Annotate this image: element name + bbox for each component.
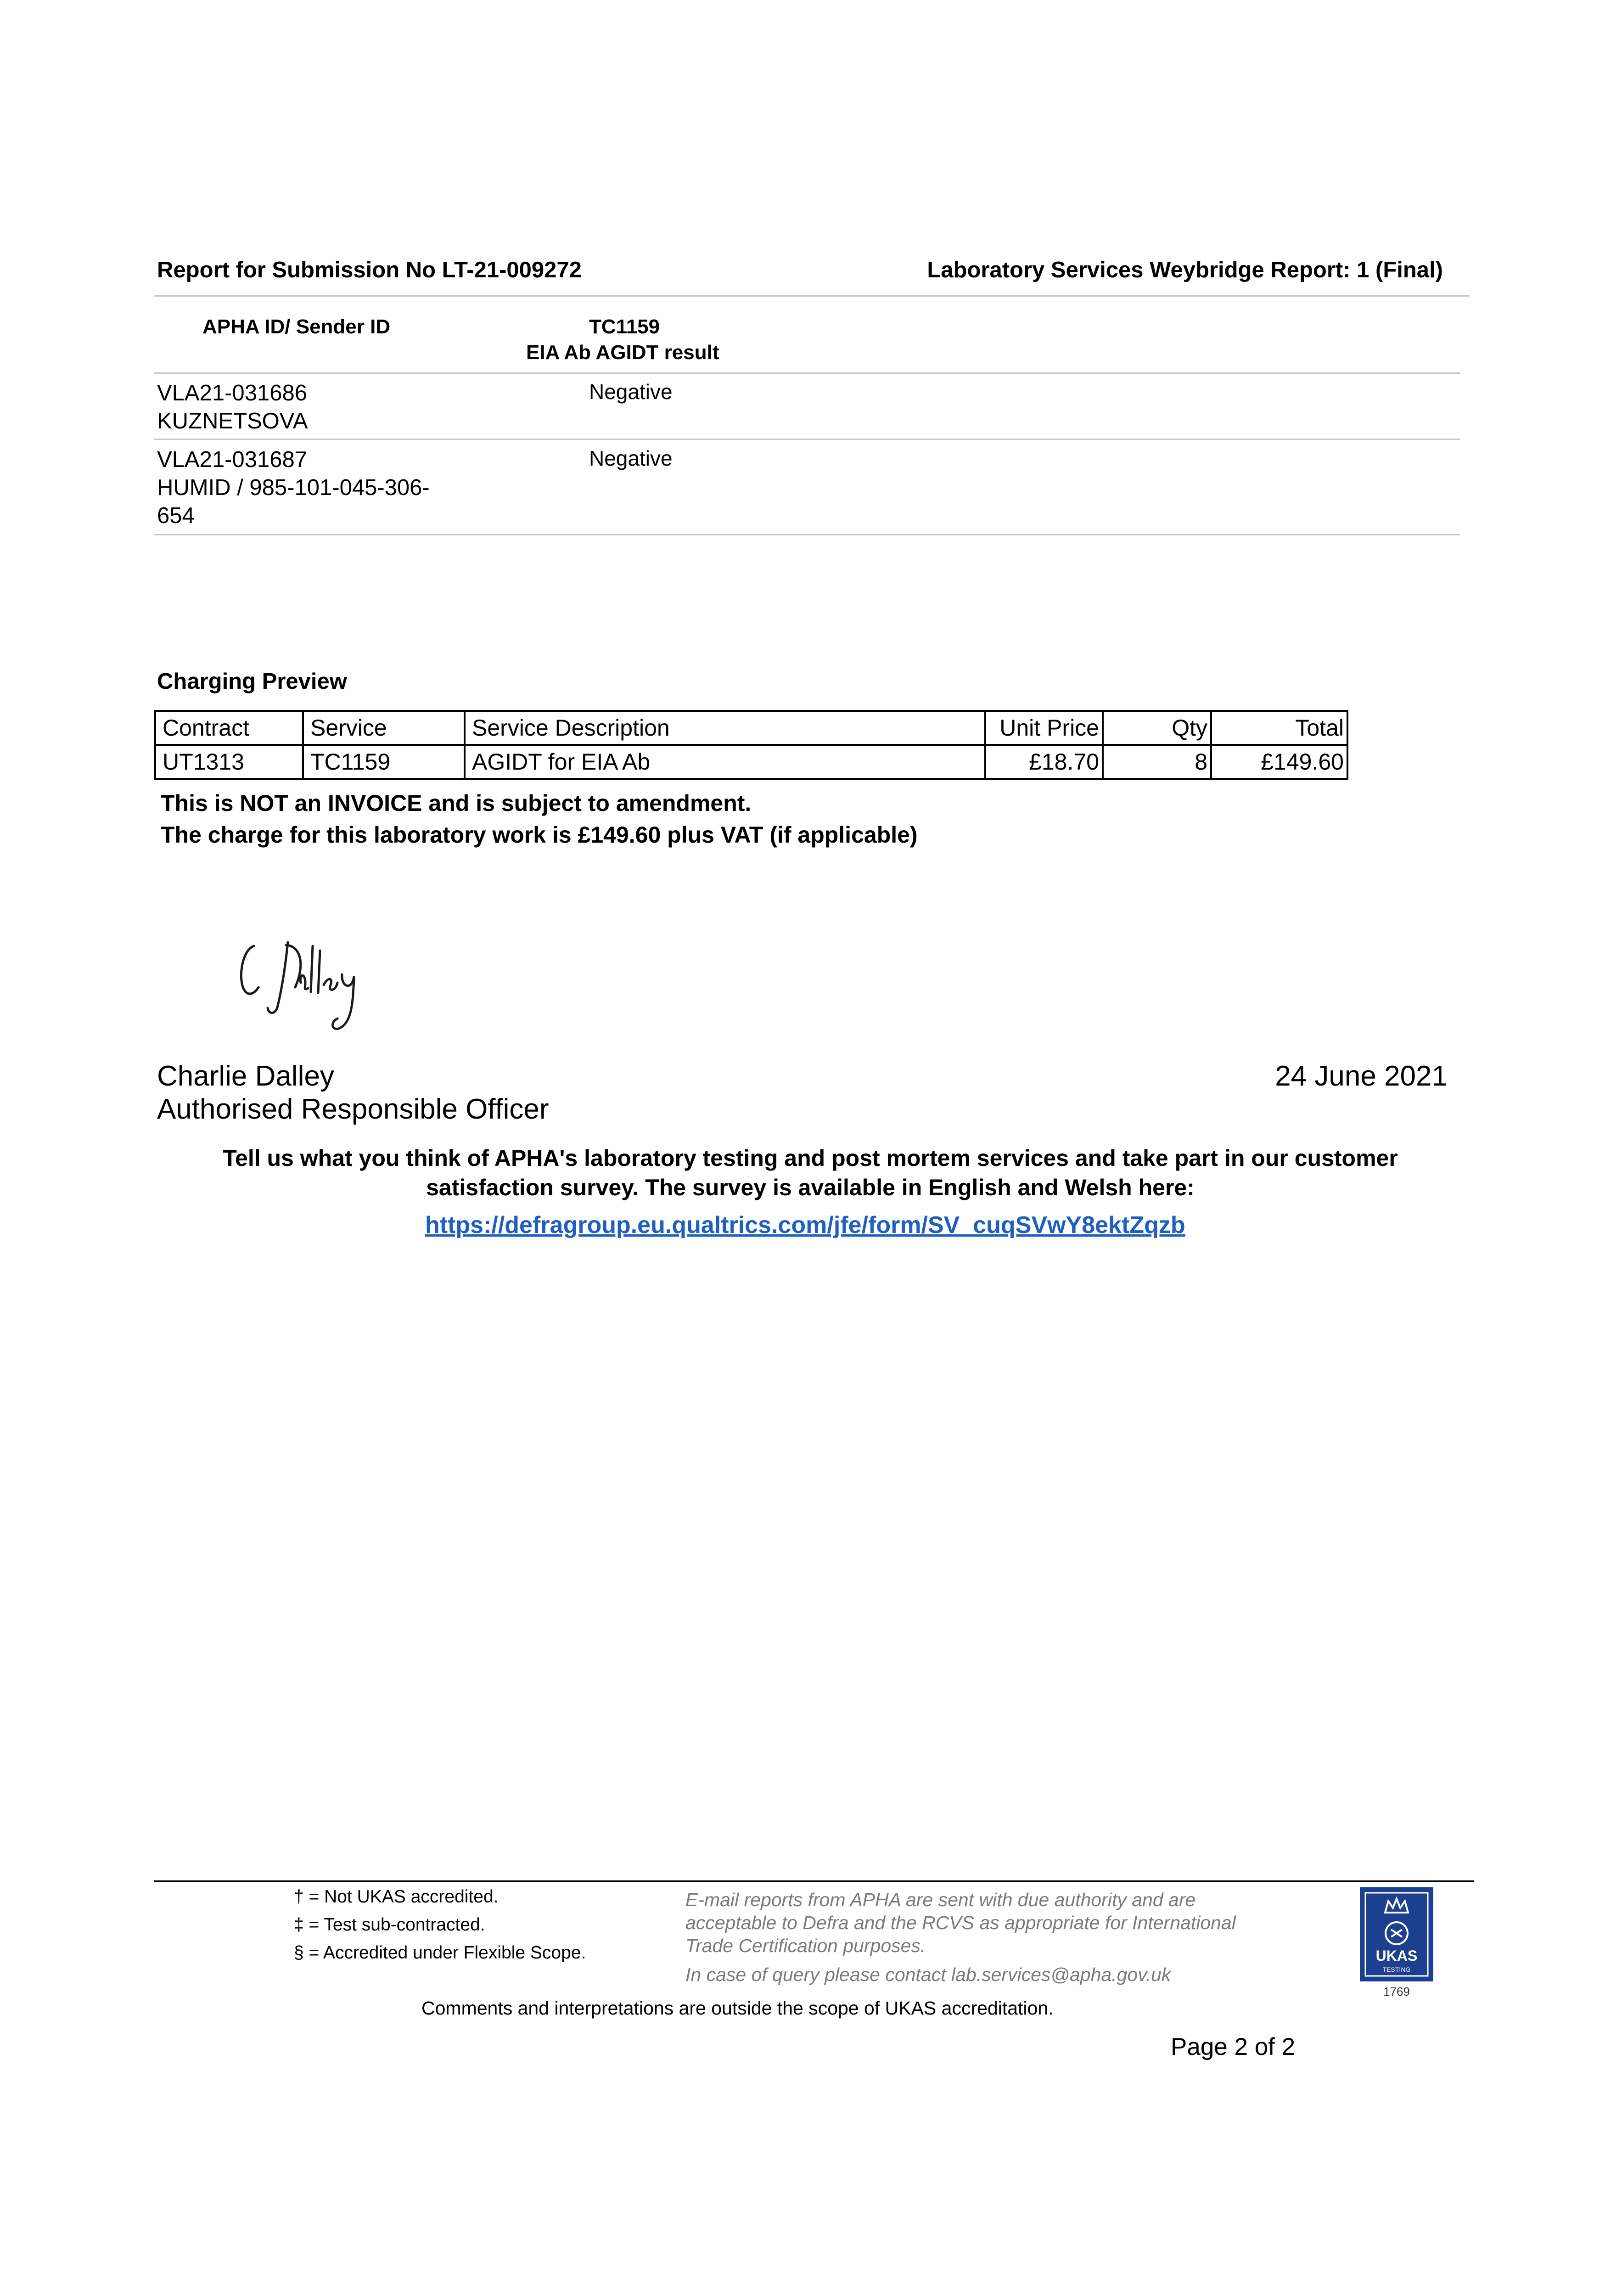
result-row-1-id: VLA21-031686 KUZNETSOVA bbox=[157, 381, 308, 433]
report-date: 24 June 2021 bbox=[1275, 1060, 1448, 1092]
charging-qty: 8 bbox=[1103, 745, 1211, 779]
header-divider bbox=[154, 295, 1470, 297]
officer-role: Authorised Responsible Officer bbox=[157, 1093, 549, 1125]
charge-statement: The charge for this laboratory work is £149.60 plus VAT (if applicable) bbox=[161, 822, 918, 848]
ukas-sub: TESTING bbox=[1382, 1966, 1411, 1973]
contact-note: In case of query please contact lab.services@apha.gov.uk bbox=[685, 1964, 1171, 1985]
results-divider bbox=[154, 372, 1460, 374]
report-submission-title: Report for Submission No LT-21-009272 bbox=[157, 258, 582, 282]
result-row-1-value: Negative bbox=[589, 380, 673, 404]
charging-preview-title: Charging Preview bbox=[157, 669, 347, 694]
charging-total: £149.60 bbox=[1211, 745, 1347, 779]
charging-row bbox=[155, 745, 1347, 779]
results-divider bbox=[154, 534, 1460, 535]
header-contract: Contract bbox=[155, 711, 303, 745]
survey-link[interactable]: https://defragroup.eu.qualtrics.com/jfe/form/SV_cuqSVwY8ektZqzb bbox=[425, 1212, 1185, 1238]
ukas-scope-note: Comments and interpretations are outside the scope of UKAS accreditation. bbox=[421, 1998, 1054, 2019]
officer-name: Charlie Dalley bbox=[157, 1060, 334, 1092]
survey-text: Tell us what you think of APHA's laboratory testing and post mortem services and take part in our customer satisfaction survey. The survey is available in English and Welsh here: bbox=[223, 1145, 1398, 1200]
result-row-2-value: Negative bbox=[589, 446, 673, 470]
results-col-test-code: TC1159 bbox=[589, 315, 660, 338]
ukas-number: 1769 bbox=[1383, 1985, 1410, 1998]
result-row-2-id: VLA21-031687 HUMID / 985-101-045-306- 654 bbox=[157, 447, 430, 528]
header-service-description: Service Description bbox=[465, 711, 985, 745]
page-number: Page 2 of 2 bbox=[1171, 2033, 1296, 2060]
charging-unit-price: £18.70 bbox=[985, 745, 1103, 779]
lab-report-title: Laboratory Services Weybridge Report: 1 (Final) bbox=[927, 258, 1443, 282]
header-service: Service bbox=[303, 711, 465, 745]
results-divider bbox=[154, 439, 1460, 440]
handwritten-signature bbox=[232, 932, 370, 1038]
ukas-crown-emblem bbox=[1360, 1887, 1433, 1981]
footer-divider bbox=[154, 1880, 1474, 1882]
invoice-disclaimer: This is NOT an INVOICE and is subject to amendment. bbox=[161, 790, 752, 816]
ukas-text: UKAS bbox=[1375, 1947, 1418, 1964]
charging-header-row bbox=[155, 711, 1347, 745]
charging-service-description: AGIDT for EIA Ab bbox=[465, 745, 985, 779]
results-col-apha-id: APHA ID/ Sender ID bbox=[202, 315, 391, 338]
accreditation-key: † = Not UKAS accredited. ‡ = Test sub-contracted. § = Accredited under Flexible Scope. bbox=[294, 1887, 586, 1963]
header-qty: Qty bbox=[1103, 711, 1211, 745]
charging-table bbox=[154, 710, 1348, 780]
header-total: Total bbox=[1211, 711, 1347, 745]
results-col-test-name: EIA Ab AGIDT result bbox=[526, 341, 719, 364]
charging-service: TC1159 bbox=[303, 745, 465, 779]
ukas-logo bbox=[1360, 1887, 1433, 1999]
email-reports-note: E-mail reports from APHA are sent with due authority and are acceptable to Defra and the RCVS as appropriate for International Trade Certification purposes. bbox=[685, 1889, 1236, 1956]
charging-contract: UT1313 bbox=[155, 745, 303, 779]
header-unit-price: Unit Price bbox=[985, 711, 1103, 745]
